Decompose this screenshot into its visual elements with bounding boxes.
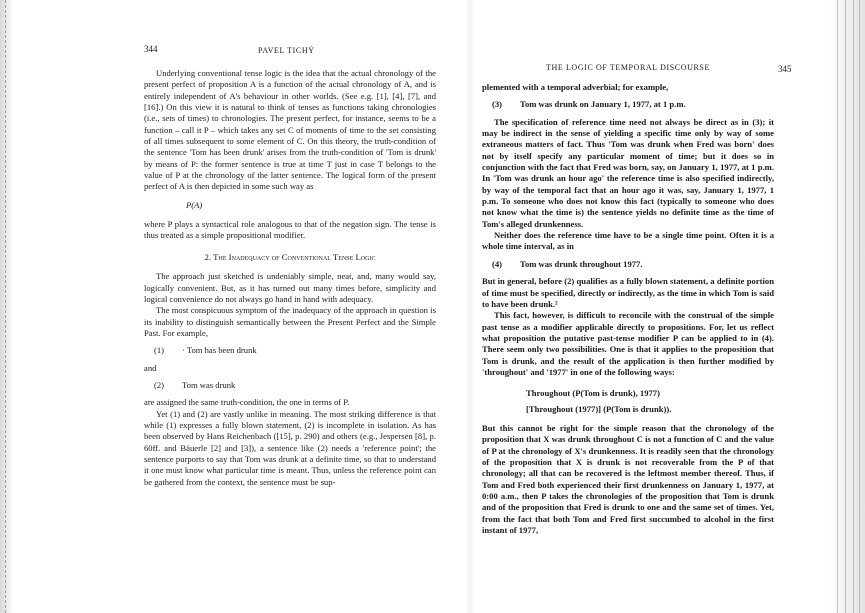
section-heading: 2. The Inadequacy of Conventional Tense Logic (204, 251, 376, 262)
example-2-number: (2) (154, 379, 165, 390)
example-1-number: (1) (154, 345, 165, 356)
left-paragraph-1: Underlying conventional tense logic is the idea that the actual chronology of the present perfect of proposition A is a function of the actual chronology of A, and is entirely independent of A's behaviour in other worlds. (See e.g. [1], [4], [7], and [16].) On this view it is natural to think of tenses as functions taking chronologies (i.e., sets of times) to chronologies. The present perfect, for instance, seems to be a function – call it P – which takes any set C of moments of time to the set consisting of all times subsequent to some element of C. On this theory, the truth-condition of the sentence 'Tom has been drunk' arises from the truth-condition of 'Tom is drunk' by means of P: the former sentence is true at time T just in case T belongs to the value of P at the chronology of the latter sentence. The logical form of the present perfect of A is then depicted in some such way as (144, 68, 436, 192)
right-page-edge (831, 0, 865, 613)
left-page-number: 344 (144, 44, 158, 54)
right-page-number: 345 (778, 64, 792, 74)
left-page-edge (0, 0, 14, 613)
left-running-head-author: PAVEL TICHÝ (258, 46, 315, 55)
right-paragraph-3: Neither does the reference time have to be a single time point. Often it is a whole time interval, as in (482, 230, 774, 252)
left-formula: P(A) (186, 199, 203, 210)
example-4-number: (4) (492, 258, 503, 269)
right-paragraph-2: The specification of reference time need not always be direct as in (3); it may be indirect in the sense of yielding a specific time only by way of some extraneous matters of fact. Thus 'Tom was drunk when Fred was born' does not by itself specify any particular moment of time; but it does so in conjunction with the fact that Fred was born, say, on January 1, 1977, at 1 p.m. In 'Tom was drunk an hour ago' the reference time is also specified indirectly, by way of the temporal fact that an hour ago it was, say, January 1, 1977, 1 p.m. To someone who does not know this fact (typically to someone who does not know what the time is) the sentence yields no definite time as the time of Tom's alleged drunkenness. (482, 116, 774, 229)
left-page (144, 44, 436, 488)
example-1 (144, 345, 436, 356)
right-page (482, 44, 792, 536)
example-3-text: Tom was drunk on January 1, 1977, at 1 p.m. (520, 99, 686, 110)
book-gutter (465, 0, 475, 613)
left-paragraph-5: are assigned the same truth-condition, the one in terms of P. (144, 397, 350, 408)
right-formula-2: [Throughout (1977)] (P(Tom is drunk)). (526, 403, 672, 414)
example-3 (482, 99, 774, 110)
right-formula-1: Throughout (P(Tom is drunk), 1977) (526, 388, 660, 399)
left-running-head (144, 44, 436, 58)
example-3-number: (3) (492, 99, 503, 110)
left-paragraph-6: Yet (1) and (2) are vastly unlike in meaning. The most striking difference is that while (1) expresses a fully blown statement, (2) is incomplete in isolation. As has been observed by Hans Reichenbach ([15], p. 290) and others (e.g., Jespersen [8], p. 60ff. and Bäuerle [2] and [3]), a sentence like (2) needs a 'reference point'; the sentence purports to say that Tom was drunk at a definite time, so that to understand it one must know what particular time is meant. Thus, unless the reference point can be gathered from the context, the sentence must be sup- (144, 408, 436, 487)
example-4 (482, 259, 774, 270)
example-4-text: Tom was drunk throughout 1977. (520, 258, 643, 269)
left-paragraph-3: The approach just sketched is undeniably simple, neat, and, many would say, logically convenient. But, as it has turned out many times before, simplicity and logical convenience do not always go hand in hand with adequacy. (144, 271, 436, 304)
right-paragraph-6: But this cannot be right for the simple reason that the chronology of the proposition that X was drunk throughout C is not a function of C and the value of P at the chronology of X's drunkenness. It is readily seen that the chronology of the proposition that X is drunk is not recoverable from the P of that chronology; all that can be recovered is the leftmost member thereof. Thus, if Tom and Fred both experienced their first drunkenness on January 1, 1977, at 0:00 a.m., then P takes the chronologies of the proposition that Tom is drunk and of the proposition that Fred is drunk to one and the same set of times. Yet, from the fact that both Tom and Fred first succumbed to alcohol in the first instant of 1977, (482, 422, 774, 536)
example-1-text: · Tom has been drunk (182, 345, 257, 356)
right-paragraph-4: But in general, before (2) qualifies as a fully blown statement, a definite portion of time must be specified, directly or indirectly, as the time in which Tom is said to have been drunk.² (482, 276, 774, 309)
right-running-head (482, 44, 792, 78)
right-paragraph-1: plemented with a temporal adverbial; for example, (482, 82, 669, 92)
and-word: and (144, 362, 157, 373)
right-paragraph-5: This fact, however, is difficult to reconcile with the construal of the simple past tense as a modifier applicable directly to propositions. For, let us reflect what proposition the putative past-tense modifier P can be applied to in (4). There seem only two possibilities. One is that it applies to the proposition that Tom is drunk, and the result of the application is then further modified by 'throughout' and '1977' in one of the following ways: (482, 310, 774, 377)
example-2 (144, 380, 436, 391)
right-running-head-title: THE LOGIC OF TEMPORAL DISCOURSE (546, 63, 710, 72)
left-paragraph-4: The most conspicuous symptom of the inadequacy of the approach in question is its inability to distinguish semantically between the Present Perfect and the Simple Past. For example, (144, 305, 436, 338)
example-2-text: Tom was drunk (182, 379, 236, 390)
left-paragraph-2: where P plays a syntactical role analogous to that of the negation sign. The tense is thus treated as a simple propositional modifier. (144, 219, 436, 241)
